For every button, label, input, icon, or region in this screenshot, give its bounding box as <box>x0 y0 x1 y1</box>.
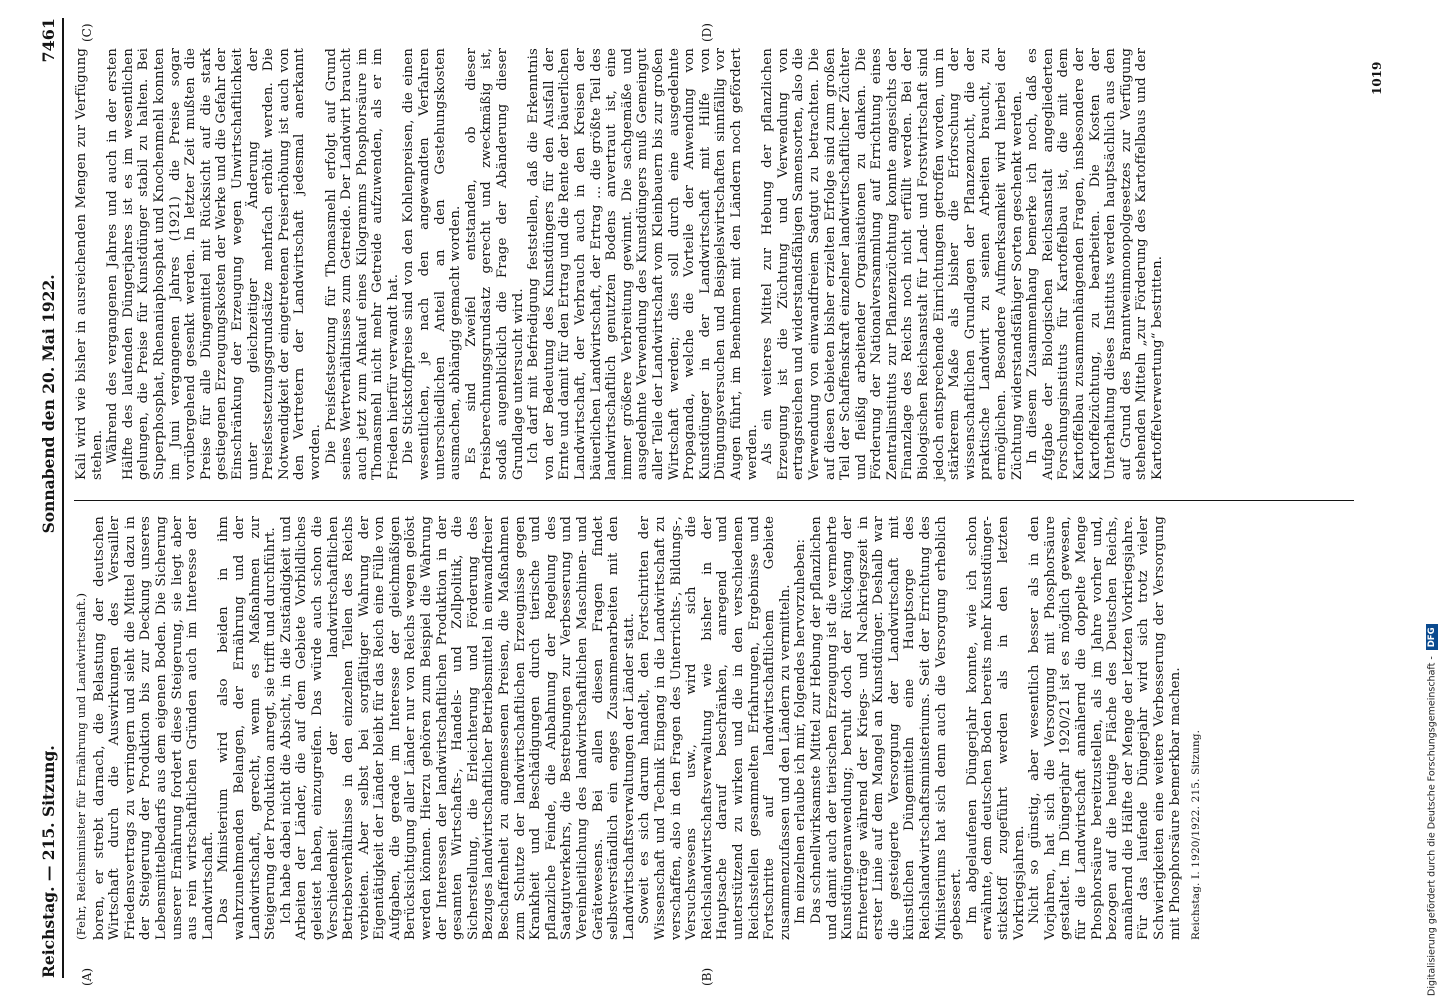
paragraph: In diesem Zusammenhang bemerke ich noch, daß es Aufgabe der Biologischen Reichsanstalt angegliederten Forschungsinstituts für Kartoffelbau ist, die mit dem Kartoffelbau zusammenhängenden Fragen, insbesondere der Kartoffelzüchtung, zu bearbeiten. Die Kosten der Unterhaltung dieses Instituts werden hauptsächlich aus den auf Grund des Branntweinmonopolgesetzes zur Verfügung stehenden Mitteln „zur Förderung des Kartoffelbaus und der Kartoffelverwertung“ bestritten. <box>1025 48 1165 480</box>
paragraph: Die Stickstoffpreise sind von den Kohlenpreisen, die einen wesentlichen, je nach den angewandten Verfahren unterschiedlichen Anteil an den Gestehungskosten ausmachen, abhängig gemacht worden. <box>401 48 464 480</box>
speaker-prefix: (Fehr, Reichsminister für Ernährung und Landwirtschaft.) <box>74 592 88 940</box>
header-date: Sonnabend den 20. Mai 1922. <box>39 274 58 534</box>
paragraph: boren, er strebt darnach, die Belastung der deutschen Wirtschaft durch die Auswirkungen des Versailler Friedensvertrags zu verringern und sieht die Mittel dazu in der Steigerung der Produktion bis zur Deckung unseres Lebensmittelbedarfs aus dem eigenen Boden. Die Sicherung unserer Ernährung fordert diese Steigerung, sie liegt aber aus rein wirtschaftlichen Gründen auch im Interesse der Landwirtschaft. <box>91 516 216 940</box>
paragraph: Kali wird wie bisher in ausreichenden Mengen zur Verfügung stehen. <box>74 48 105 480</box>
paragraph: Nicht so günstig, aber wesentlich besser als in den Vorjahren, hat sich die Versorgung mit Phosphorsäure gestaltet. Im Düngerjahr 1920/21 ist es möglich gewesen, für die Landwirtschaft annähernd die doppelte Menge Phosphorsäure bereitzustellen, als im Jahre vorher und, bezogen auf die heutige Fläche des Deutschen Reichs, annähernd die Hälfte der Menge der letzten Vorkriegsjahre. Für das laufende Düngerjahr wird sich trotz vieler Schwierigkeiten eine weitere Verbesserung der Versorgung mit Phosphorsäure bemerkbar machen. <box>1027 516 1183 940</box>
page-footer-number: 1019 <box>1370 61 1384 95</box>
margin-mark-d: (D) <box>700 23 714 42</box>
digitization-credit <box>1426 6 1440 996</box>
page-footnote: Reichstag. I. 1920/1922. 215. Sitzung. <box>1190 729 1203 940</box>
left-text-column <box>74 516 1369 940</box>
margin-mark-a: (A) <box>80 967 94 986</box>
paragraph: Es sind Zweifel entstanden, ob dieser Preisberechnungsgrundsatz gerecht und zweckmäßig ist, sodaß augenblicklich die Frage der Abänderung dieser Grundlage untersucht wird. <box>463 48 526 480</box>
paragraph: Im abgelaufenen Düngerjahr konnte, wie ich schon erwähnte, dem deutschen Boden bereits mehr Kunstdünger-stickstoff zugeführt werden als in den letzten Vorkriegsjahren. <box>964 516 1027 940</box>
paragraph: Das Ministerium wird also beiden in ihm wahrzunehmenden Belangen, der Ernährung und der Landwirtschaft, gerecht, wenn es Maßnahmen zur Steigerung der Produktion anregt, sie trifft und durchführt. <box>216 516 279 940</box>
column-divider <box>74 500 1354 501</box>
paragraph: Ich darf mit Befriedigung feststellen, daß die Erkenntnis von der Bedeutung des Kunstdüngers für den Ausfall der Ernte und damit für den Ertrag und die Rente der bäuerlichen Landwirtschaft, der Verbrauch auch in den Kreisen der bäuerlichen Landwirtschaft, der Ertrag ... die größte Teil des landwirtschaftlich genutzten Bodens anvertraut ist, eine immer größere Verbreitung gewinnt. Die sachgemäße und ausgedehnte Verwendung des Kunstdüngers muß Gemeingut aller Teile der Landwirtschaft vom Kleinbauern bis zur großen Wirtschaft werden; dies soll durch eine ausgedehnte Propaganda, welche die Vorteile der Anwendung von Kunstdünger in der Landwirtschaft mit Hilfe von Düngungsversuchen und Beispielswirtschaften sinnfällig vor Augen führt, im Benehmen mit den Ländern noch gefördert werden. <box>526 48 760 480</box>
header-page-number: 7461 <box>39 18 58 63</box>
credit-text: Digitalisierung gefördert durch die Deutsche Forschungsgemeinschaft - <box>1426 656 1438 996</box>
paragraph: Ich habe dabei nicht die Absicht, in die Zuständigkeit und Arbeiten der Länder, die auf dem Gebiete Vorbildliches geleistet haben, einzugreifen. Das würde auch schon die Verschiedenheit der landwirtschaftlichen Betriebsverhältnisse in den einzelnen Teilen des Reichs verbieten. Aber selbst bei sorgfältiger Wahrung der Eigentätigkeit der Länder bleibt für das Reich eine Fülle von Aufgaben, die gerade im Interesse der gleichmäßigen Berücksichtigung aller Länder nur von Reichs wegen gelöst werden können. Hierzu gehören zum Beispiel die Wahrung der Interessen der landwirtschaftlichen Produktion in der gesamten Wirtschafts-, Handels- und Zollpolitik, die Sicherstellung, die Erleichterung und Förderung des Bezuges landwirtschaftlicher Betriebsmittel in einwandfreier Beschaffenheit zu angemessenen Preisen, die Maßnahmen zum Schutze der landwirtschaftlichen Erzeugnisse gegen Krankheit und Beschädigungen durch tierische und pflanzliche Feinde, die Anbahnung der Regelung des Saatgutverkehrs, die Bestrebungen zur Verbesserung und Vereinheitlichung des landwirtschaftlichen Maschinen- und Gerätewesens. Bei allen diesen Fragen findet selbstverständlich ein enges Zusammenarbeiten mit den Landwirtschaftsverwaltungen der Länder statt. <box>278 516 637 940</box>
paragraph: Im einzelnen erlaube ich mir, folgendes hervorzuheben: <box>793 538 809 924</box>
paragraph: Während des vergangenen Jahres und auch in der ersten Hälfte des laufenden Düngerjahres ist es im wesentlichen gelungen, die Preise für Kunstdünger stabil zu halten. Bei Superphosphat, Rhenaniaphosphat und Knochenmehl konnten im Juni vergangenen Jahres (1921) die Preise sogar vorübergehend gesenkt werden. In letzter Zeit mußten die Preise für alle Düngemittel mit Rücksicht auf die stark gestiegenen Erzeugungskosten der Werke und die Gefahr der Einschränkung der Erzeugung wegen Unwirtschaftlichkeit unter gleichzeitiger Änderung der Preisfestsetzungsgrundsätze mehrfach erhöht werden. Die Notwendigkeit der eingetretenen Preiserhöhung ist auch von den Vertretern der Landwirtschaft jedesmal anerkannt worden. <box>105 48 323 480</box>
paragraph: Soweit es sich darum handelt, den Fortschritten der Wissenschaft und Technik Eingang in die Landwirtschaft zu verschaffen, also in den Fragen des Unterrichts-, Bildungs-, Versuchswesens usw., wird sich die Reichslandwirtschaftsverwaltung wie bisher in der Hauptsache darauf beschränken, anregend und unterstützend zu wirken und die in den verschiedenen Reichsstellen gesammelten Erfahrungen, Ergebnisse und Fortschritte auf landwirtschaftlichem Gebiete zusammenzufassen und den Ländern zu vermitteln. <box>637 516 793 940</box>
header-left-title: Reichstag. — 215. Sitzung. <box>39 745 58 978</box>
paragraph: Die Preisfestsetzung für Thomasmehl erfolgt auf Grund seines Wertverhältnisses zum Getreide. Der Landwirt braucht auch jetzt zum Ankauf eines Kilogramms Phosphorsäure im Thomasmehl nicht mehr Getreide aufzuwenden, als er im Frieden hierfür verwandt hat. <box>323 48 401 480</box>
paragraph: Als ein weiteres Mittel zur Hebung der pflanzlichen Erzeugung ist die Züchtung und Verwendung von ertragsreichen und widerstandsfähigen Samensorten, also die Verwendung von einwandfreiem Saatgut zu betrachten. Die auf diesen Gebieten bisher erzielten Erfolge sind zum großen Teil der Schaffenskraft einzelner landwirtschaftlicher Züchter und fleißig arbeitender Organisationen zu danken. Die Förderung der Nationalversammlung auf Errichtung eines Zentralinstituts zur Pflanzenzüchtung konnte angesichts der Finanzlage des Reichs noch nicht erfüllt werden. Bei der Biologischen Reichsanstalt für Land- und Forstwirtschaft sind jedoch entsprechende Einrichtungen getroffen worden, um in stärkerem Maße als bisher die Erforschung der wissenschaftlichen Grundlagen der Pflanzenzucht, die der praktische Landwirt zu seinen Arbeiten braucht, zu ermöglichen. Besondere Aufmerksamkeit wird hierbei der Züchtung widerstandsfähiger Sorten geschenkt werden. <box>760 48 1025 480</box>
margin-mark-c: (C) <box>80 23 94 42</box>
paragraph: Das schnellwirksamste Mittel zur Hebung der pflanzlichen und damit auch der tierischen Erzeugung ist die vermehrte Kunstdüngeranwendung; beruht doch der Rückgang der Ernteerträge während der Kriegs- und Nachkriegszeit in erster Linie auf dem Mangel an Kunstdünger. Deshalb war die gesteigerte Versorgung der Landwirtschaft mit künstlichen Düngemitteln eine Hauptsorge des Reichslandwirtschaftsministeriums. Seit der Errichtung des Ministeriums hat sich denn auch die Versorgung erheblich gebessert. <box>808 516 965 940</box>
right-text-column <box>74 48 1334 480</box>
dfg-logo: DFG <box>1426 624 1438 650</box>
margin-mark-b: (B) <box>700 967 714 986</box>
page-header <box>30 18 64 978</box>
